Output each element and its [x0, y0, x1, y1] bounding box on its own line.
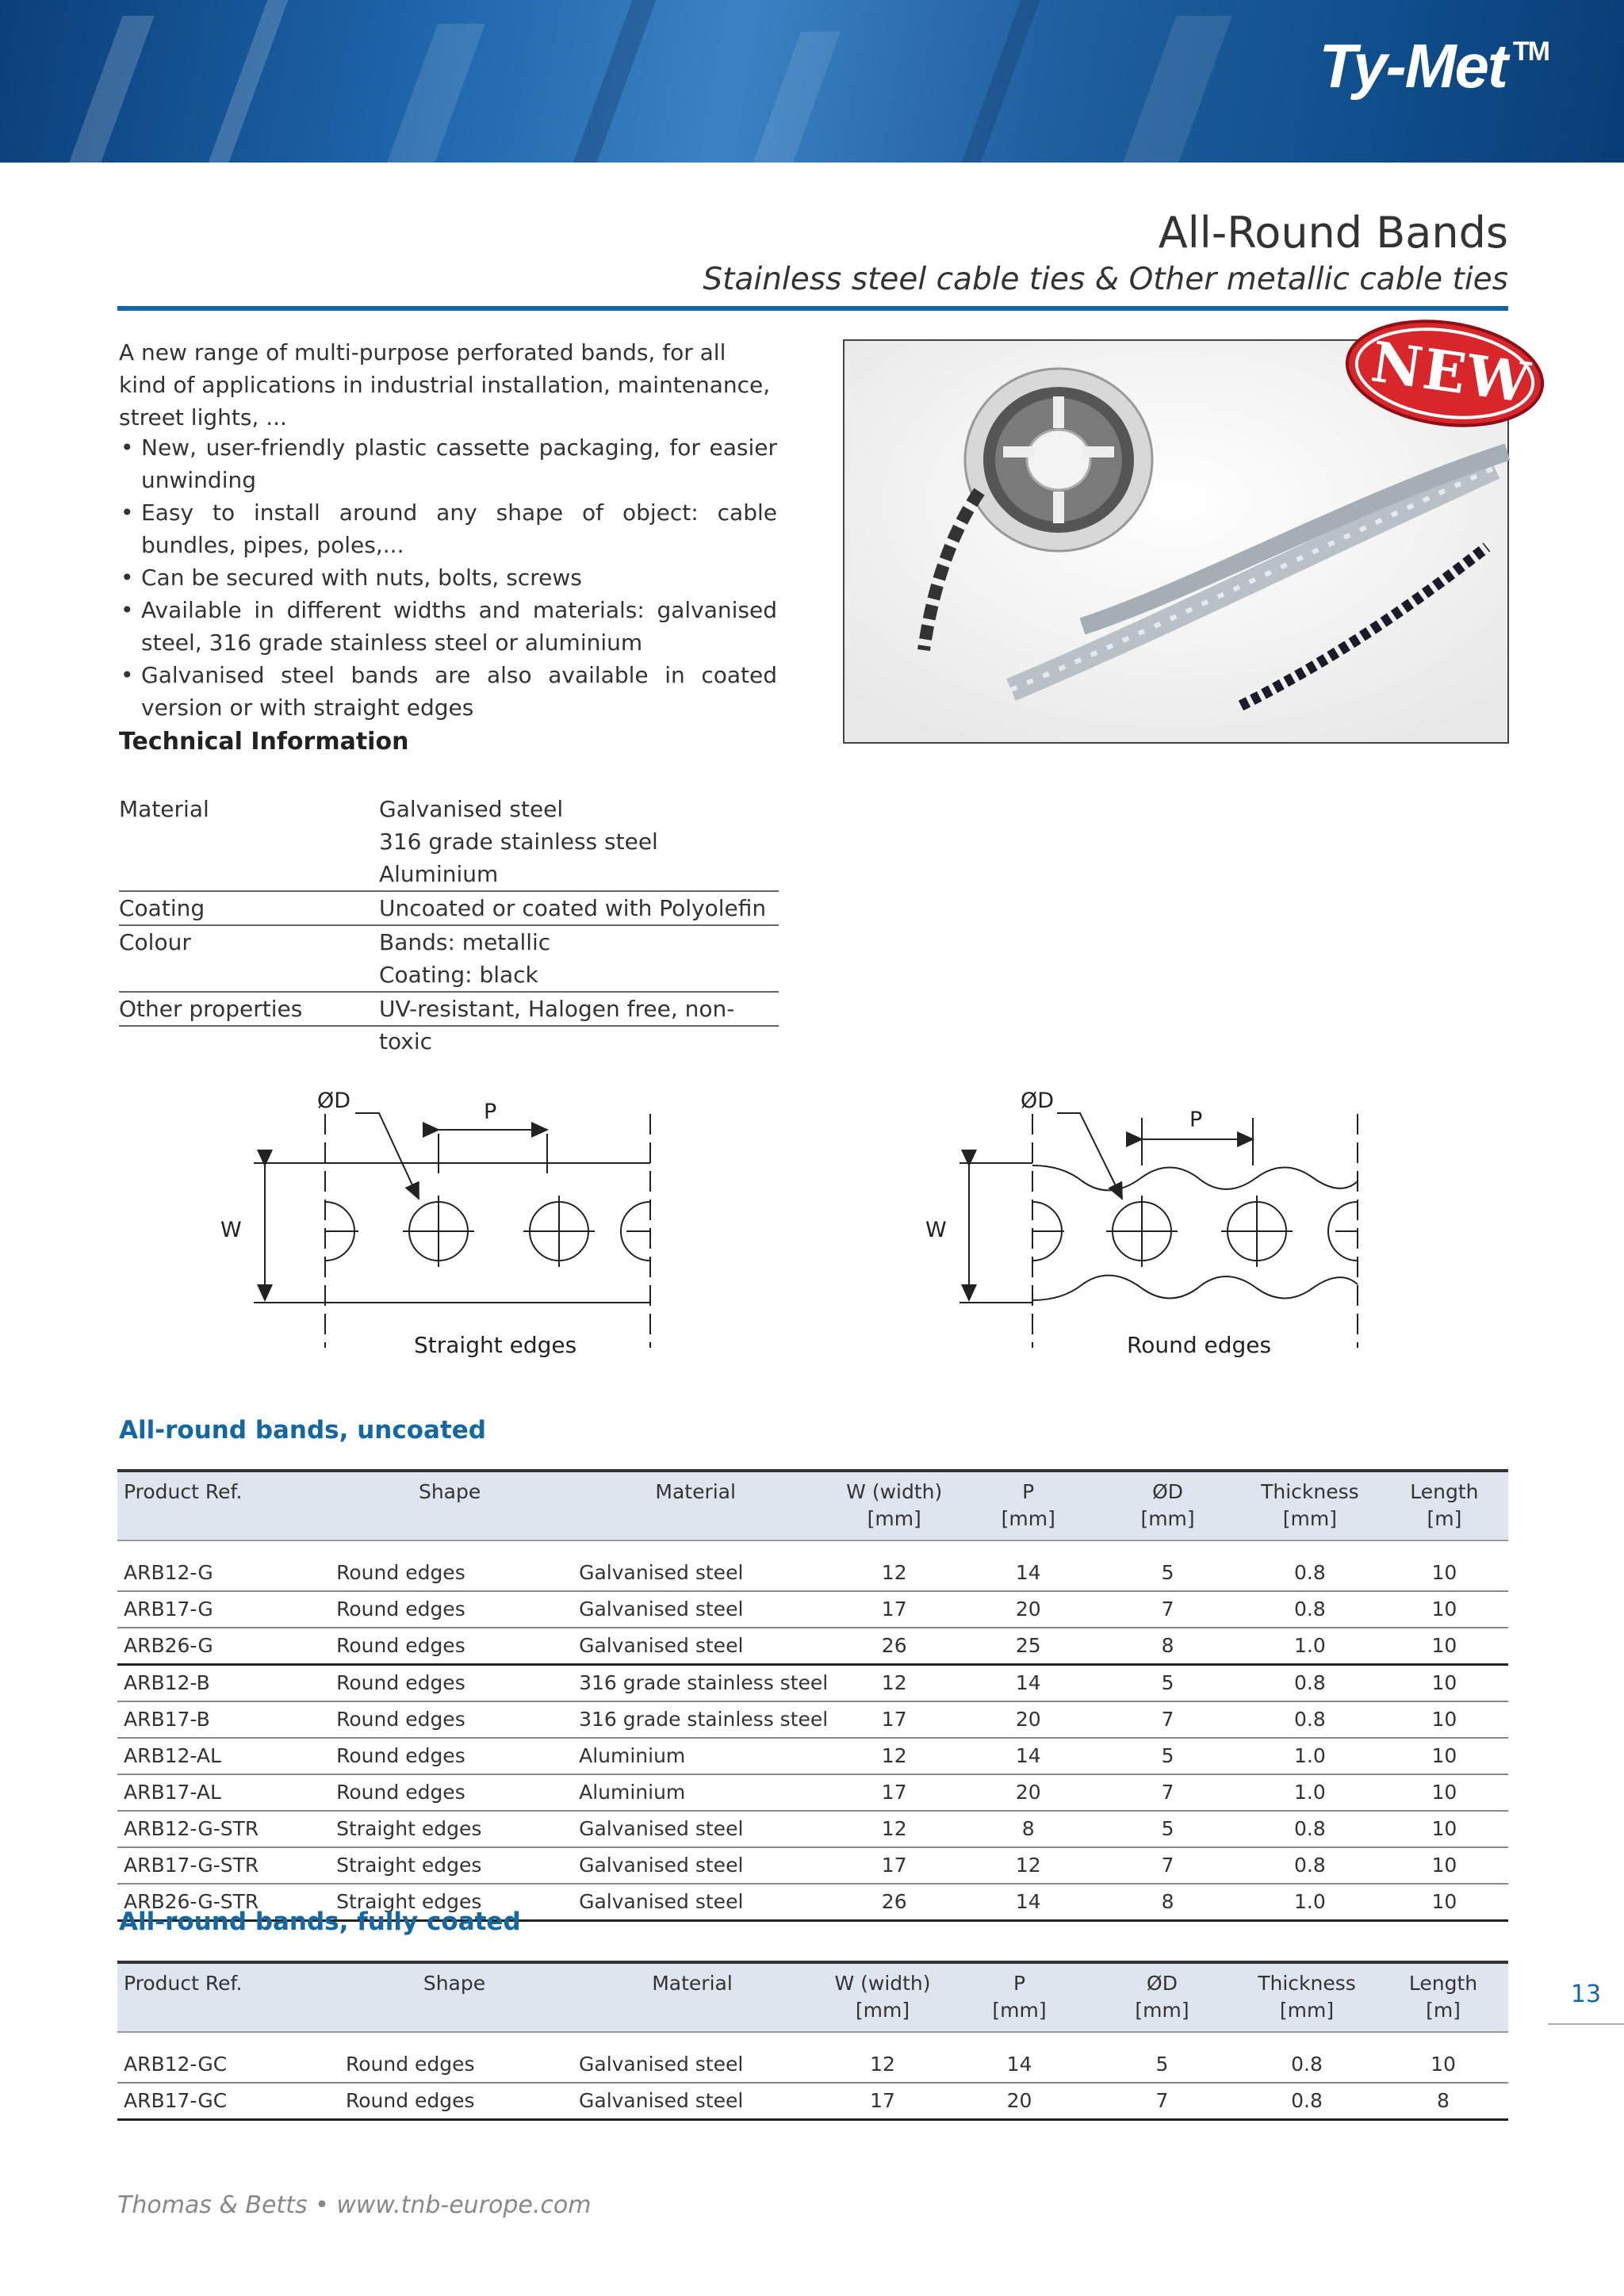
col-shape-cell: Straight edges	[336, 1884, 563, 1921]
col-pitch-cell: 20	[960, 1591, 1096, 1628]
table-row	[117, 1591, 1508, 1628]
col-thickness-cell: 0.8	[1239, 1540, 1381, 1591]
col-length-cell: 8	[1378, 2083, 1508, 2120]
uncoated-table	[117, 1469, 1508, 1922]
col-product-ref-header: Product Ref.	[117, 1471, 336, 1540]
col-pitch-header: P [mm]	[950, 1962, 1089, 2032]
col-pitch-cell: 14	[960, 1884, 1096, 1921]
col-length-cell: 10	[1381, 1774, 1508, 1811]
tech-value: Aluminium	[379, 861, 499, 887]
col-shape-cell: Round edges	[336, 1628, 563, 1665]
col-material-cell: Galvanised steel	[563, 1628, 828, 1665]
col-material-cell: Galvanised steel	[569, 2032, 815, 2083]
table-row	[117, 1738, 1508, 1774]
col-width-header: W (width) [mm]	[815, 1962, 950, 2032]
col-pitch-cell: 14	[960, 1540, 1096, 1591]
col-shape-cell: Round edges	[336, 1738, 563, 1774]
tech-value: UV-resistant, Halogen free, non-toxic	[379, 996, 735, 1054]
col-shape-cell: Round edges	[336, 1540, 563, 1591]
col-pitch-cell: 14	[960, 1738, 1096, 1774]
col-shape-cell: Round edges	[336, 1774, 563, 1811]
list-item: • Can be secured with nuts, bolts, screws	[119, 561, 777, 594]
table-row	[117, 1847, 1508, 1884]
col-product-ref-cell: ARB17-GC	[117, 2083, 339, 2120]
col-length-cell: 10	[1381, 1628, 1508, 1665]
col-material-cell: Galvanised steel	[563, 1591, 828, 1628]
col-diameter-cell: 7	[1096, 1701, 1239, 1738]
new-badge-label: NEW	[1367, 328, 1535, 416]
tech-row-coating	[119, 892, 779, 926]
col-diameter-cell: 8	[1096, 1884, 1239, 1921]
list-item: • Easy to install around any shape of object: cable bundles, pipes, poles,...	[119, 496, 777, 561]
col-product-ref-cell: ARB26-G	[117, 1628, 336, 1665]
col-length-cell: 10	[1381, 1591, 1508, 1628]
diameter-label: ØD	[317, 1089, 351, 1113]
product-photo	[843, 328, 1535, 744]
col-pitch-cell: 20	[960, 1774, 1096, 1811]
col-thickness-cell: 0.8	[1239, 1591, 1381, 1628]
tech-value: Bands: metallic	[379, 929, 551, 955]
col-material-cell: 316 grade stainless steel	[563, 1665, 828, 1702]
col-shape-cell: Straight edges	[336, 1811, 563, 1847]
col-shape-cell: Round edges	[339, 2083, 569, 2120]
col-pitch-cell: 20	[950, 2083, 1089, 2120]
col-diameter-cell: 5	[1096, 1811, 1239, 1847]
col-diameter-cell: 5	[1089, 2032, 1235, 2083]
col-product-ref-cell: ARB12-GC	[117, 2032, 339, 2083]
tech-row-other	[119, 993, 779, 1054]
col-width-cell: 12	[828, 1540, 960, 1591]
tech-info-table	[119, 793, 779, 1054]
width-label: W	[220, 1218, 242, 1242]
pitch-label: P	[484, 1100, 497, 1124]
col-material-header: Material	[563, 1471, 828, 1540]
col-thickness-cell: 1.0	[1239, 1774, 1381, 1811]
col-pitch-cell: 12	[960, 1847, 1096, 1884]
diameter-label: ØD	[1021, 1089, 1055, 1113]
col-length-cell: 10	[1381, 1540, 1508, 1591]
col-width-cell: 17	[815, 2083, 950, 2120]
round-edges-diagram	[959, 1113, 1358, 1348]
width-label: W	[925, 1218, 947, 1242]
title-divider	[117, 306, 1508, 311]
col-thickness-cell: 1.0	[1239, 1738, 1381, 1774]
col-material-cell: Galvanised steel	[563, 1811, 828, 1847]
col-material-cell: Aluminium	[563, 1738, 828, 1774]
table-row	[117, 1811, 1508, 1847]
col-shape-cell: Straight edges	[336, 1847, 563, 1884]
tech-row-colour	[119, 926, 779, 993]
tech-label: Other properties	[119, 996, 303, 1022]
col-length-cell: 10	[1381, 1847, 1508, 1884]
table-row	[117, 1774, 1508, 1811]
col-thickness-cell: 0.8	[1239, 1665, 1381, 1702]
coated-table	[117, 1961, 1508, 2121]
col-width-cell: 12	[828, 1738, 960, 1774]
col-pitch-header: P [mm]	[960, 1471, 1096, 1540]
col-diameter-header: ØD [mm]	[1089, 1962, 1235, 2032]
coated-heading: All-round bands, fully coated	[119, 1908, 521, 1936]
col-product-ref-cell: ARB17-G-STR	[117, 1847, 336, 1884]
straight-edges-caption: Straight edges	[414, 1332, 577, 1358]
col-length-cell: 10	[1381, 1701, 1508, 1738]
col-width-cell: 12	[815, 2032, 950, 2083]
header-banner	[0, 0, 1624, 163]
col-width-cell: 12	[828, 1811, 960, 1847]
col-width-header: W (width) [mm]	[828, 1471, 960, 1540]
table-row	[117, 1540, 1508, 1591]
table-row	[117, 2083, 1508, 2120]
col-material-cell: Galvanised steel	[569, 2083, 815, 2120]
table-row	[117, 1628, 1508, 1665]
brand-logo: Ty-Met ™	[1319, 31, 1549, 101]
col-width-cell: 12	[828, 1665, 960, 1702]
col-thickness-cell: 0.8	[1239, 1811, 1381, 1847]
table-row	[117, 1665, 1508, 1702]
page-number: 13	[1570, 1980, 1602, 2008]
tech-row-material	[119, 793, 779, 892]
col-shape-cell: Round edges	[339, 2032, 569, 2083]
col-thickness-cell: 0.8	[1235, 2032, 1378, 2083]
col-diameter-cell: 5	[1096, 1665, 1239, 1702]
col-length-cell: 10	[1381, 1884, 1508, 1921]
table-header-row	[117, 1471, 1508, 1540]
col-pitch-cell: 8	[960, 1811, 1096, 1847]
col-diameter-cell: 5	[1096, 1540, 1239, 1591]
col-product-ref-cell: ARB12-AL	[117, 1738, 336, 1774]
col-diameter-cell: 7	[1089, 2083, 1235, 2120]
col-pitch-cell: 25	[960, 1628, 1096, 1665]
table-row	[117, 1701, 1508, 1738]
col-product-ref-cell: ARB12-B	[117, 1665, 336, 1702]
pitch-label: P	[1189, 1108, 1203, 1132]
col-diameter-cell: 7	[1096, 1847, 1239, 1884]
col-diameter-header: ØD [mm]	[1096, 1471, 1239, 1540]
tech-label: Material	[119, 796, 209, 822]
tech-label: Coating	[119, 895, 205, 921]
table-row	[117, 2032, 1508, 2083]
col-length-cell: 10	[1381, 1665, 1508, 1702]
intro-text: A new range of multi-purpose perforated bands, for all kind of applications in industrial installation, maintenance, street lights, ...	[119, 339, 771, 430]
col-product-ref-cell: ARB12-G	[117, 1540, 336, 1591]
straight-edges-diagram	[254, 1113, 650, 1348]
col-thickness-cell: 0.8	[1239, 1847, 1381, 1884]
col-thickness-header: Thickness [mm]	[1235, 1962, 1378, 2032]
col-width-cell: 17	[828, 1774, 960, 1811]
col-pitch-cell: 20	[960, 1701, 1096, 1738]
col-thickness-cell: 1.0	[1239, 1628, 1381, 1665]
col-diameter-cell: 8	[1096, 1628, 1239, 1665]
page-title: All-Round Bands	[1158, 208, 1508, 258]
col-diameter-cell: 5	[1096, 1738, 1239, 1774]
col-width-cell: 26	[828, 1628, 960, 1665]
col-thickness-cell: 0.8	[1239, 1701, 1381, 1738]
col-width-cell: 17	[828, 1701, 960, 1738]
col-product-ref-cell: ARB26-G-STR	[117, 1884, 336, 1921]
col-width-cell: 26	[828, 1884, 960, 1921]
tech-value: Uncoated or coated with Polyolefin	[379, 895, 767, 921]
col-thickness-cell: 1.0	[1239, 1884, 1381, 1921]
feature-list	[119, 431, 777, 724]
tech-label: Colour	[119, 929, 191, 955]
col-diameter-cell: 7	[1096, 1591, 1239, 1628]
col-product-ref-cell: ARB17-AL	[117, 1774, 336, 1811]
footer-text: Thomas & Betts • www.tnb-europe.com	[117, 2191, 592, 2219]
round-edges-caption: Round edges	[1127, 1332, 1272, 1358]
col-length-header: Length [m]	[1381, 1471, 1508, 1540]
col-length-cell: 10	[1381, 1738, 1508, 1774]
list-item: • Available in different widths and materials: galvanised steel, 316 grade stainless steel or aluminium	[119, 594, 777, 659]
col-material-cell: Aluminium	[563, 1774, 828, 1811]
col-pitch-cell: 14	[950, 2032, 1089, 2083]
col-shape-header: Shape	[339, 1962, 569, 2032]
col-material-cell: Galvanised steel	[563, 1540, 828, 1591]
col-width-cell: 17	[828, 1591, 960, 1628]
page-subtitle: Stainless steel cable ties & Other metallic cable ties	[703, 262, 1508, 297]
col-shape-cell: Round edges	[336, 1701, 563, 1738]
page-number-divider	[1548, 2023, 1624, 2025]
col-product-ref-cell: ARB17-B	[117, 1701, 336, 1738]
col-product-ref-cell: ARB17-G	[117, 1591, 336, 1628]
col-shape-cell: Round edges	[336, 1591, 563, 1628]
col-material-header: Material	[569, 1962, 815, 2032]
list-item: • Galvanised steel bands are also available in coated version or with straight edges	[119, 659, 777, 724]
col-width-cell: 17	[828, 1847, 960, 1884]
col-product-ref-header: Product Ref.	[117, 1962, 339, 2032]
col-pitch-cell: 14	[960, 1665, 1096, 1702]
col-shape-cell: Round edges	[336, 1665, 563, 1702]
tech-value: Coating: black	[379, 962, 538, 988]
col-product-ref-cell: ARB12-G-STR	[117, 1811, 336, 1847]
col-material-cell: 316 grade stainless steel	[563, 1701, 828, 1738]
col-diameter-cell: 7	[1096, 1774, 1239, 1811]
col-material-cell: Galvanised steel	[563, 1847, 828, 1884]
col-shape-header: Shape	[336, 1471, 563, 1540]
tech-info-heading: Technical Information	[119, 728, 409, 756]
list-item: • New, user-friendly plastic cassette packaging, for easier unwinding	[119, 431, 777, 496]
col-length-cell: 10	[1378, 2032, 1508, 2083]
tech-value: Galvanised steel	[379, 796, 564, 822]
uncoated-heading: All-round bands, uncoated	[119, 1416, 486, 1445]
table-header-row	[117, 1962, 1508, 2032]
col-material-cell: Galvanised steel	[563, 1884, 828, 1921]
col-length-header: Length [m]	[1378, 1962, 1508, 2032]
col-thickness-cell: 0.8	[1235, 2083, 1378, 2120]
band-diagrams	[0, 1070, 1624, 1372]
col-thickness-header: Thickness [mm]	[1239, 1471, 1381, 1540]
col-length-cell: 10	[1381, 1811, 1508, 1847]
tech-value: 316 grade stainless steel	[379, 828, 658, 855]
